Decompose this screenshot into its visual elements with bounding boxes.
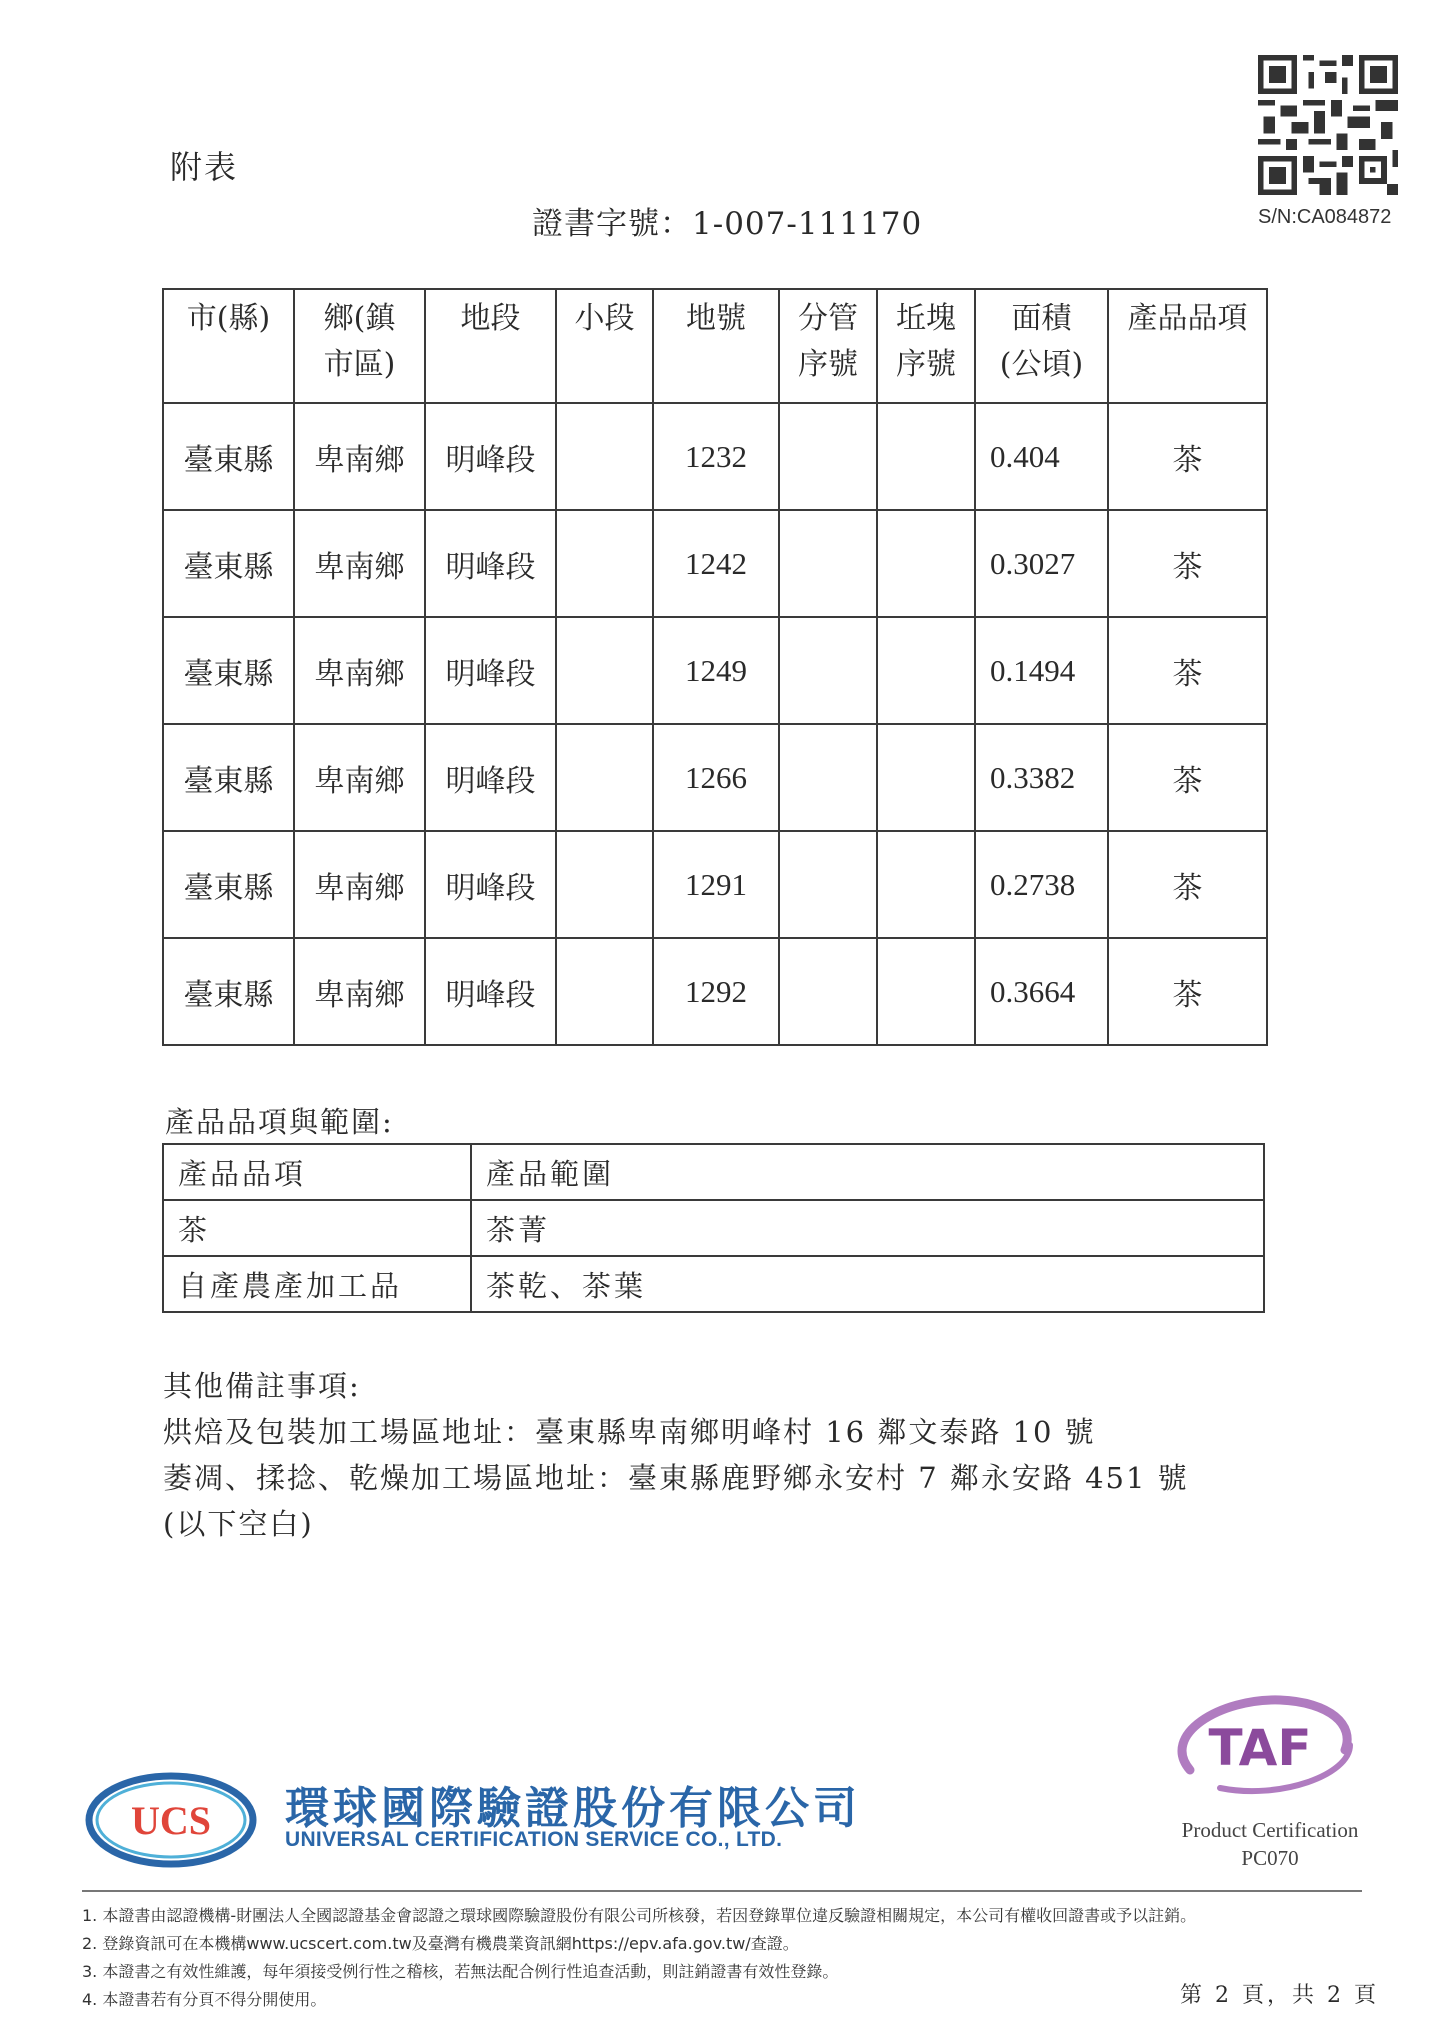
remarks-section	[163, 1363, 1189, 1547]
table-row	[163, 510, 1267, 617]
management-no-cell	[779, 831, 877, 938]
plot-no-cell	[877, 724, 975, 831]
issuer-name-en: UNIVERSAL CERTIFICATION SERVICE CO., LTD.	[285, 1828, 783, 1851]
lot-number-cell: 1232	[653, 403, 779, 510]
plot-no-cell	[877, 510, 975, 617]
product-scope-table	[162, 1143, 1265, 1313]
management-no-cell	[779, 403, 877, 510]
lot-number-cell: 1291	[653, 831, 779, 938]
county-cell: 臺東縣	[163, 831, 294, 938]
section-cell: 明峰段	[425, 403, 556, 510]
section-cell: 明峰段	[425, 831, 556, 938]
column-header: 小段	[556, 289, 653, 403]
column-header: 地段	[425, 289, 556, 403]
remarks-label: 其他備註事項:	[163, 1369, 361, 1403]
section-cell: 明峰段	[425, 938, 556, 1045]
county-cell: 臺東縣	[163, 938, 294, 1045]
section-cell: 明峰段	[425, 617, 556, 724]
township-cell: 卑南鄉	[294, 510, 425, 617]
table-row	[163, 403, 1267, 510]
county-cell: 臺東縣	[163, 510, 294, 617]
table-header-row	[163, 289, 1267, 403]
lot-number-cell: 1242	[653, 510, 779, 617]
ucs-logo-icon	[84, 1770, 258, 1870]
table-row	[163, 831, 1267, 938]
land-parcel-table	[162, 288, 1268, 1046]
area-cell: 0.3382	[975, 724, 1108, 831]
footer-note: 2. 登錄資訊可在本機構www.ucscert.com.tw及臺灣有機農業資訊網https://epv.afa.gov.tw/查證。	[82, 1934, 799, 1953]
footer-note: 3. 本證書之有效性維護，每年須接受例行性之稽核，若無法配合例行性追查活動，則註銷證書有效性登錄。	[82, 1962, 839, 1981]
column-header: 鄉(鎮 市區)	[294, 289, 425, 403]
township-cell: 卑南鄉	[294, 831, 425, 938]
serial-number: S/N:CA084872	[1258, 206, 1392, 228]
area-cell: 0.1494	[975, 617, 1108, 724]
certificate-number: 證書字號：1-007-111170	[532, 206, 923, 242]
table-row	[163, 1256, 1264, 1312]
lot-number-cell: 1249	[653, 617, 779, 724]
area-cell: 0.3027	[975, 510, 1108, 617]
footer-divider	[82, 1890, 1362, 1892]
county-cell: 臺東縣	[163, 617, 294, 724]
column-header: 分管 序號	[779, 289, 877, 403]
table-row	[163, 724, 1267, 831]
section-cell: 明峰段	[425, 510, 556, 617]
subsection-cell	[556, 831, 653, 938]
footer-notes	[82, 1902, 1196, 2014]
county-cell: 臺東縣	[163, 724, 294, 831]
area-cell: 0.3664	[975, 938, 1108, 1045]
footer-note: 4. 本證書若有分頁不得分開使用。	[82, 1990, 327, 2009]
plot-no-cell	[877, 938, 975, 1045]
table-row	[163, 938, 1267, 1045]
product-cell: 茶	[1108, 831, 1267, 938]
page-title: 附表	[170, 148, 239, 186]
township-cell: 卑南鄉	[294, 403, 425, 510]
subsection-cell	[556, 510, 653, 617]
remark-line: 烘焙及包裝加工場區地址：臺東縣卑南鄉明峰村 16 鄰文泰路 10 號	[163, 1415, 1096, 1449]
product-scope-cell: 茶菁	[471, 1200, 1264, 1256]
plot-no-cell	[877, 403, 975, 510]
lot-number-cell: 1266	[653, 724, 779, 831]
township-cell: 卑南鄉	[294, 724, 425, 831]
issuer-name-zh: 環球國際驗證股份有限公司	[285, 1783, 861, 1834]
column-header: 地號	[653, 289, 779, 403]
lot-number-cell: 1292	[653, 938, 779, 1045]
product-item-cell: 自產農產加工品	[163, 1256, 471, 1312]
taf-logo-icon	[1160, 1690, 1360, 1800]
product-cell: 茶	[1108, 617, 1267, 724]
svg-text:UCS: UCS	[130, 1798, 212, 1843]
remark-line: 萎凋、揉捻、乾燥加工場區地址：臺東縣鹿野鄉永安村 7 鄰永安路 451 號	[163, 1461, 1189, 1495]
accreditation-text	[1140, 1816, 1400, 1872]
column-header: 面積 (公頃)	[975, 289, 1108, 403]
section-cell: 明峰段	[425, 724, 556, 831]
table-row	[163, 1200, 1264, 1256]
scope-header-row	[163, 1144, 1264, 1200]
column-header: 產品範圍	[471, 1144, 1264, 1200]
subsection-cell	[556, 403, 653, 510]
column-header: 產品品項	[1108, 289, 1267, 403]
plot-no-cell	[877, 617, 975, 724]
remark-line: (以下空白)	[163, 1507, 314, 1541]
subsection-cell	[556, 617, 653, 724]
product-cell: 茶	[1108, 724, 1267, 831]
scope-section-label: 產品品項與範圍:	[165, 1105, 394, 1139]
column-header: 產品品項	[163, 1144, 471, 1200]
product-item-cell: 茶	[163, 1200, 471, 1256]
product-cell: 茶	[1108, 938, 1267, 1045]
column-header: 市(縣)	[163, 289, 294, 403]
svg-text:TAF: TAF	[1208, 1719, 1312, 1777]
column-header: 坵塊 序號	[877, 289, 975, 403]
management-no-cell	[779, 724, 877, 831]
area-cell: 0.404	[975, 403, 1108, 510]
management-no-cell	[779, 510, 877, 617]
plot-no-cell	[877, 831, 975, 938]
footer-note: 1. 本證書由認證機構-財團法人全國認證基金會認證之環球國際驗證股份有限公司所核發，若因登錄單位違反驗證相關規定，本公司有權收回證書或予以註銷。	[82, 1906, 1197, 1925]
product-cell: 茶	[1108, 510, 1267, 617]
product-cell: 茶	[1108, 403, 1267, 510]
subsection-cell	[556, 938, 653, 1045]
table-row	[163, 617, 1267, 724]
township-cell: 卑南鄉	[294, 617, 425, 724]
accreditation-code: PC070	[1241, 1846, 1299, 1870]
qr-code-icon	[1258, 55, 1398, 195]
township-cell: 卑南鄉	[294, 938, 425, 1045]
area-cell: 0.2738	[975, 831, 1108, 938]
accreditation-line: Product Certification	[1181, 1818, 1359, 1842]
management-no-cell	[779, 938, 877, 1045]
page-number: 第 2 頁，共 2 頁	[1180, 1983, 1379, 2008]
county-cell: 臺東縣	[163, 403, 294, 510]
subsection-cell	[556, 724, 653, 831]
product-scope-cell: 茶乾、茶葉	[471, 1256, 1264, 1312]
management-no-cell	[779, 617, 877, 724]
